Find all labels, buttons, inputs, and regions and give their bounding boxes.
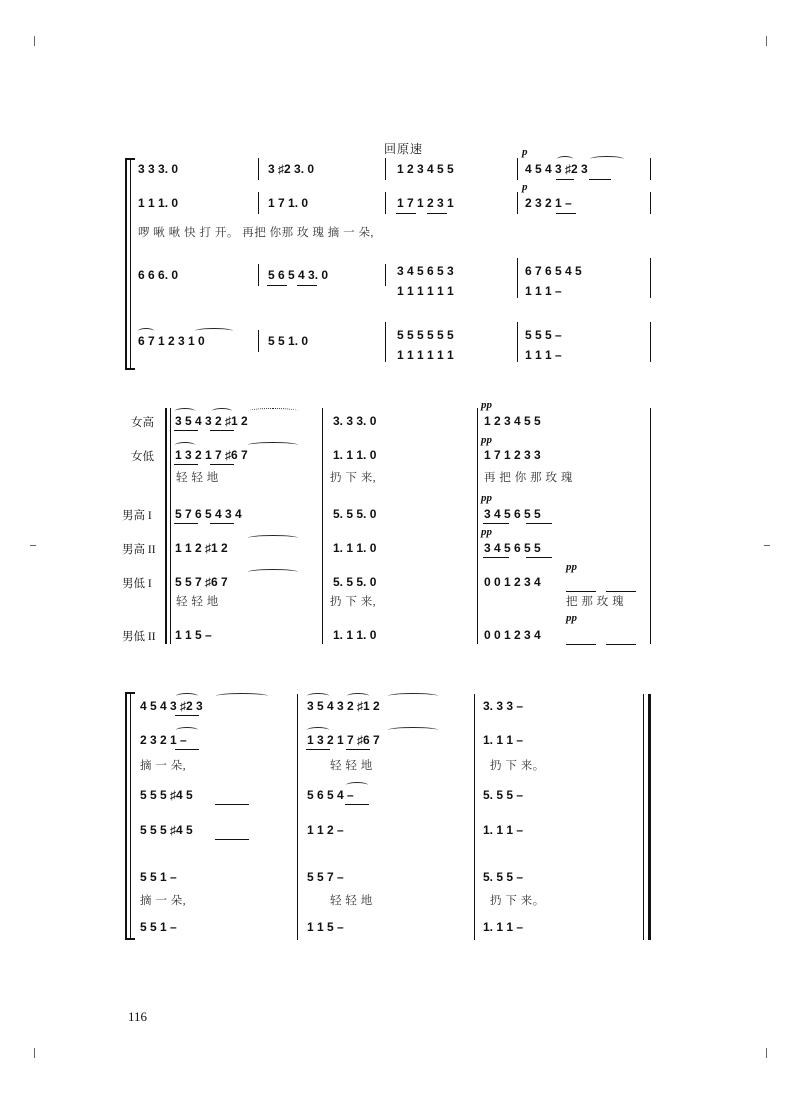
s2-r5-m1: 1 1 2 ♯1 2	[175, 541, 228, 555]
s2-lyrics-3: 再 把 你 那 玫 瑰	[484, 472, 573, 484]
barline	[258, 192, 259, 214]
system-bracket-inner	[130, 694, 131, 940]
underline-beam	[589, 179, 611, 180]
s2-r5-m2: 1. 1 1. 0	[333, 541, 377, 555]
part-name: 女高	[131, 417, 154, 429]
s1-r4-m2: 5 6 5 4 3. 0	[268, 268, 329, 282]
s1-r6-m2: 5 5 1. 0	[268, 334, 309, 348]
s3-lyrics-1: 摘 一 朵,	[140, 760, 187, 772]
slur	[307, 727, 329, 733]
final-barline-thin	[643, 694, 644, 940]
bracket-cap-bottom	[125, 938, 135, 940]
s3-lyrics-5: 轻 轻 地	[330, 895, 373, 907]
slur	[590, 156, 624, 162]
s3-r1-m3: 3. 3 3 –	[483, 699, 524, 713]
s3-r8-m2: 1 1 5 –	[307, 920, 344, 934]
slur	[347, 693, 369, 699]
barline	[517, 322, 518, 362]
underline-beam	[215, 839, 249, 840]
barline	[385, 158, 386, 180]
s2-r5-m3: 3 4 5 6 5 5	[484, 541, 541, 555]
slur	[388, 727, 438, 733]
bracket-cap-top	[125, 158, 135, 160]
slur	[176, 693, 198, 699]
s1-r2-m3: 1 7 1 2 3 1	[397, 196, 454, 210]
barline	[385, 264, 386, 286]
slur	[557, 156, 573, 162]
barline	[385, 192, 386, 214]
s2-r8-m3: 0 0 1 2 3 4	[484, 628, 541, 642]
s2-r1-m1: 3 5 4 3 2 ♯1 2	[175, 414, 248, 428]
s3-r6-m2: 5 5 7 –	[307, 870, 344, 884]
s3-lyrics-4: 摘 一 朵,	[140, 895, 187, 907]
underline-beam	[297, 285, 317, 286]
system-bracket-inner	[130, 160, 131, 370]
underline-beam	[396, 213, 416, 214]
s2-r2-m2: 1. 1 1. 0	[333, 448, 377, 462]
underline-beam	[526, 523, 552, 524]
slur	[248, 442, 298, 448]
slur	[307, 693, 329, 699]
s3-r5-m3: 1. 1 1 –	[483, 823, 524, 837]
barline	[517, 158, 518, 180]
slur	[175, 408, 195, 414]
dynamic-pp: pp	[481, 526, 492, 538]
s1-r4-m1: 6 6 6. 0	[138, 268, 179, 282]
slur	[248, 535, 298, 541]
underline-beam	[606, 644, 636, 645]
underline-beam	[606, 591, 636, 592]
s3-r8-m1: 5 5 1 –	[140, 920, 177, 934]
slur	[175, 442, 195, 448]
underline-beam	[556, 179, 574, 180]
slur	[248, 569, 298, 575]
underline-beam	[346, 749, 370, 750]
s2-r4-m1: 5 7 6 5 4 3 4	[175, 507, 242, 521]
s1-r6-m4: 5 5 5 –	[525, 328, 562, 342]
barline	[322, 408, 323, 644]
s1-r7-m3: 1 1 1 1 1 1	[397, 348, 454, 362]
barline-end	[650, 258, 651, 298]
s1-r1-m4: 4 5 4 3 ♯2 3	[525, 162, 588, 176]
underline-beam	[174, 523, 198, 524]
underline-beam	[566, 591, 596, 592]
system-bracket-inner	[170, 408, 171, 644]
crop-mark-top-right	[766, 36, 767, 46]
s2-r6-m2: 5. 5 5. 0	[333, 575, 377, 589]
s3-r5-m1: 5 5 5 ♯4 5	[140, 823, 193, 837]
part-name: 男低 II	[122, 631, 156, 643]
s3-r5-m2: 1 1 2 –	[307, 823, 344, 837]
barline-end	[650, 408, 651, 644]
s3-r2-m2: 1 3 2 1 7 ♯6 7	[307, 733, 380, 747]
system-bracket	[165, 408, 167, 644]
barline	[517, 258, 518, 298]
barline-end	[650, 158, 651, 180]
underline-beam	[267, 285, 287, 286]
s1-r2-m1: 1 1 1. 0	[138, 196, 179, 210]
crop-mark-bottom-right	[766, 1048, 767, 1058]
slur	[216, 693, 268, 699]
underline-beam	[175, 715, 199, 716]
s3-lyrics-3: 扔 下 来。	[490, 760, 545, 772]
s2-r2-m3: 1 7 1 2 3 3	[484, 448, 541, 462]
tie	[195, 328, 233, 334]
s1-r1-m2: 3 ♯2 3. 0	[268, 162, 315, 176]
final-barline	[648, 694, 651, 940]
s2-r4-m2: 5. 5 5. 0	[333, 507, 377, 521]
dynamic-pp: pp	[481, 399, 492, 411]
barline-end	[650, 192, 651, 214]
barline	[474, 694, 475, 940]
barline	[517, 192, 518, 214]
underline-beam	[526, 557, 552, 558]
barline	[297, 694, 298, 940]
crop-mark-top-left	[34, 36, 35, 46]
barline	[258, 330, 259, 352]
bracket-cap-bottom	[125, 368, 135, 370]
s3-r4-m1: 5 5 5 ♯4 5	[140, 788, 193, 802]
s3-r1-m2: 3 5 4 3 2 ♯1 2	[307, 699, 380, 713]
dynamic-pp: pp	[566, 561, 577, 573]
page-number: 116	[128, 1009, 148, 1024]
underline-beam	[174, 430, 198, 431]
s1-r5-m4: 1 1 1 –	[525, 284, 562, 298]
underline-beam	[483, 557, 509, 558]
slur	[176, 727, 198, 733]
s1-r2-m4: 2 3 2 1 –	[525, 196, 572, 210]
s3-r2-m1: 2 3 2 1 –	[140, 733, 187, 747]
underline-beam	[556, 213, 576, 214]
underline-beam	[210, 523, 234, 524]
s1-r2-m2: 1 7 1. 0	[268, 196, 309, 210]
barline	[258, 264, 259, 286]
s1-r4-m4: 6 7 6 5 4 5	[525, 264, 582, 278]
s2-r4-m3: 3 4 5 6 5 5	[484, 507, 541, 521]
underline-beam	[427, 213, 447, 214]
crop-mark-bottom-left	[34, 1048, 35, 1058]
part-name: 女低	[131, 451, 154, 463]
s2-r8-m2: 1. 1 1. 0	[333, 628, 377, 642]
s3-r4-m2: 5 6 5 4 –	[307, 788, 354, 802]
s1-r1-m1: 3 3 3. 0	[138, 162, 179, 176]
s3-lyrics-6: 扔 下 来。	[490, 895, 545, 907]
s2-lyrics-6: 把 那 玫 瑰	[566, 596, 625, 608]
s2-r2-m1: 1 3 2 1 7 ♯6 7	[175, 448, 248, 462]
barline-end	[650, 322, 651, 362]
underline-beam	[566, 644, 596, 645]
s3-r2-m3: 1. 1 1 –	[483, 733, 524, 747]
crop-mark-mid-right	[764, 545, 770, 546]
slur	[346, 782, 368, 788]
bracket-cap-top	[125, 692, 135, 694]
s3-r4-m3: 5. 5 5 –	[483, 788, 524, 802]
s1-r6-m3: 5 5 5 5 5 5	[397, 328, 454, 342]
s1-r6-m1: 6 7 1 2 3 1 0	[138, 334, 205, 348]
underline-beam	[210, 464, 234, 465]
part-name: 男高 I	[122, 510, 152, 522]
s2-r1-m2: 3. 3 3. 0	[333, 414, 377, 428]
s2-lyrics-4: 轻 轻 地	[176, 596, 219, 608]
s1-r7-m4: 1 1 1 –	[525, 348, 562, 362]
s1-lyrics: 啰 啾 啾 快 打 开。 再把 你那 玫 瑰 摘 一 朵,	[138, 227, 374, 239]
dynamic-pp: pp	[481, 434, 492, 446]
barline	[477, 408, 478, 644]
s2-r6-m3: 0 0 1 2 3 4	[484, 575, 541, 589]
s1-r1-m3: 1 2 3 4 5 5	[397, 162, 454, 176]
slur	[248, 408, 298, 414]
underline-beam	[174, 464, 198, 465]
barline	[258, 158, 259, 180]
s2-lyrics-5: 扔 下 来,	[330, 596, 377, 608]
underline-beam	[306, 749, 330, 750]
tempo-mark: 回原速	[384, 142, 424, 156]
s3-lyrics-2: 轻 轻 地	[330, 760, 373, 772]
slur	[388, 693, 438, 699]
underline-beam	[345, 804, 369, 805]
s2-lyrics-2: 扔 下 来,	[330, 472, 377, 484]
s2-r8-m1: 1 1 5 –	[175, 628, 212, 642]
dynamic-pp: pp	[481, 492, 492, 504]
s3-r6-m3: 5. 5 5 –	[483, 870, 524, 884]
barline	[385, 322, 386, 362]
underline-beam	[175, 749, 199, 750]
crop-mark-mid-left	[30, 545, 36, 546]
dynamic-pp: pp	[566, 612, 577, 624]
slur	[138, 328, 154, 334]
s1-r5-m3: 1 1 1 1 1 1	[397, 284, 454, 298]
part-name: 男低 I	[122, 578, 152, 590]
s3-r6-m1: 5 5 1 –	[140, 870, 177, 884]
part-name: 男高 II	[122, 544, 156, 556]
s2-r6-m1: 5 5 7 ♯6 7	[175, 575, 228, 589]
s3-r8-m3: 1. 1 1 –	[483, 920, 524, 934]
slur	[212, 408, 232, 414]
s2-lyrics-1: 轻 轻 地	[176, 472, 219, 484]
underline-beam	[210, 430, 234, 431]
underline-beam	[215, 804, 249, 805]
s1-r4-m3: 3 4 5 6 5 3	[397, 264, 454, 278]
system-bracket	[125, 694, 127, 940]
underline-beam	[483, 523, 509, 524]
s2-r1-m3: 1 2 3 4 5 5	[484, 414, 541, 428]
dynamic-p: p	[522, 181, 528, 193]
s3-r1-m1: 4 5 4 3 ♯2 3	[140, 699, 203, 713]
dynamic-p: p	[522, 146, 528, 158]
system-bracket	[125, 160, 127, 370]
